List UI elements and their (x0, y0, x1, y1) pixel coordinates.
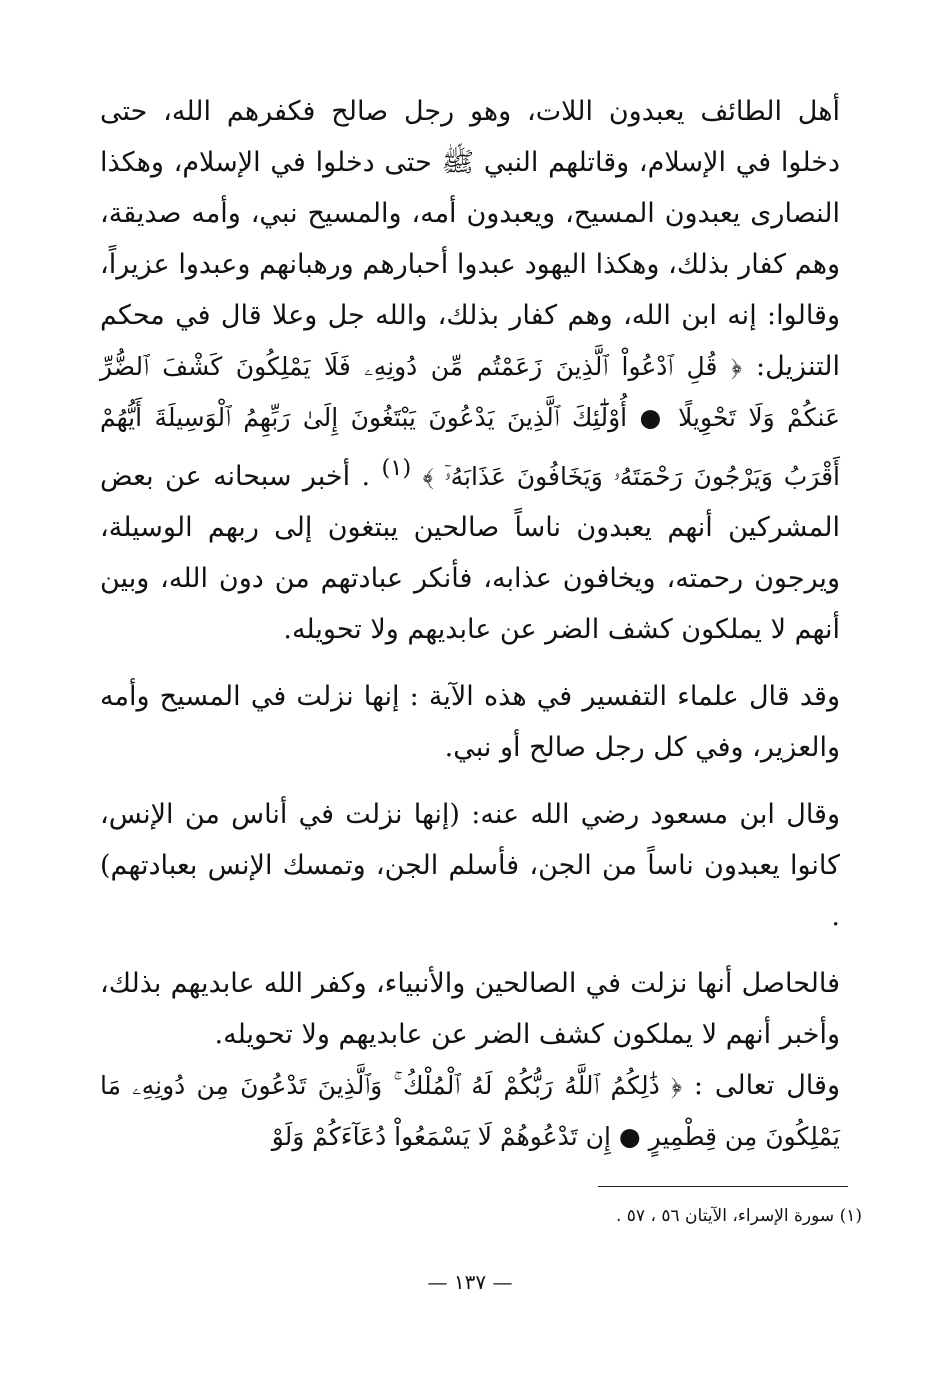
quran-verse-isra: ﴿ قُلِ ٱدْعُواْ ٱلَّذِينَ زَعَمْتُم مِّن دُونِهِۦ فَلَا يَمْلِكُونَ كَشْفَ ٱلضُّرِّ عَنكُمْ وَلَا تَحْوِيلًا ● أُوْلَٰٓئِكَ ٱلَّذِينَ يَدْعُونَ يَبْتَغُونَ إِلَىٰ رَبِّهِمُ ٱلْوَسِيلَةَ أَيُّهُمْ أَقْرَبُ وَيَرْجُونَ رَحْمَتَهُۥ وَيَخَافُونَ عَذَابَهُۥٓ ﴾ (100, 352, 840, 491)
footnote: (١) سورة الإسراء، الآيتان ٥٦ ، ٥٧ . (615, 1206, 862, 1226)
paragraph-5-intro: وقال تعالى : (693, 1070, 840, 1101)
paragraph-4: فالحاصل أنها نزلت في الصالحين والأنبياء، وكفر الله عابديهم بذلك، وأخبر أنهم لا يملكون كشف الضر عن عابديهم ولا تحويله. (100, 968, 840, 1050)
paragraph-1-text: أهل الطائف يعبدون اللات، وهو رجل صالح فكفرهم الله، حتى دخلوا في الإسلام، وقاتلهم النبي ﷺ حتى دخلوا في الإسلام، وهكذا النصارى يعبدون المسيح، ويعبدون أمه، والمسيح نبي، وأمه صديقة، وهم كفار بذلك، وهكذا اليهود عبدوا أحبارهم ورهبانهم وعبدوا عزيراً، وقالوا: إنه ابن الله، وهم كفار بذلك، والله جل وعلا قال في محكم التنزيل: (100, 96, 840, 382)
footnote-divider (598, 1186, 848, 1187)
main-text (100, 86, 840, 1162)
paragraph-5 (100, 1060, 840, 1162)
paragraph-1-tail: . أخبر سبحانه عن بعض المشركين أنهم يعبدون ناساً صالحين يبتغون إلى ربهم الوسيلة، ويرجون رحمته، ويخافون عذابه، فأنكر عبادتهم من دون الله، وبين أنهم لا يملكون كشف الضر عن عابديهم ولا تحويله. (100, 461, 840, 645)
paragraph-1 (100, 86, 840, 655)
paragraph-2: وقد قال علماء التفسير في هذه الآية : إنها نزلت في المسيح وأمه والعزير، وفي كل رجل صالح أو نبي. (100, 681, 840, 763)
paragraph-3: وقال ابن مسعود رضي الله عنه: (إنها نزلت في أناس من الإنس، كانوا يعبدون ناساً من الجن، فأسلم الجن، وتمسك الإنس بعبادتهم) . (100, 799, 840, 932)
quran-verse-fatir: ﴿ ذَٰلِكُمُ ٱللَّهُ رَبُّكُمْ لَهُ ٱلْمُلْكُ ۚ وَٱلَّذِينَ تَدْعُونَ مِن دُونِهِۦ مَا يَمْلِكُونَ مِن قِطْمِيرٍ ● إِن تَدْعُوهُمْ لَا يَسْمَعُواْ دُعَآءَكُمْ وَلَوْ (100, 1071, 840, 1151)
page-number: — ١٣٧ — (427, 1270, 513, 1294)
footnote-marker: (١) (381, 455, 412, 481)
